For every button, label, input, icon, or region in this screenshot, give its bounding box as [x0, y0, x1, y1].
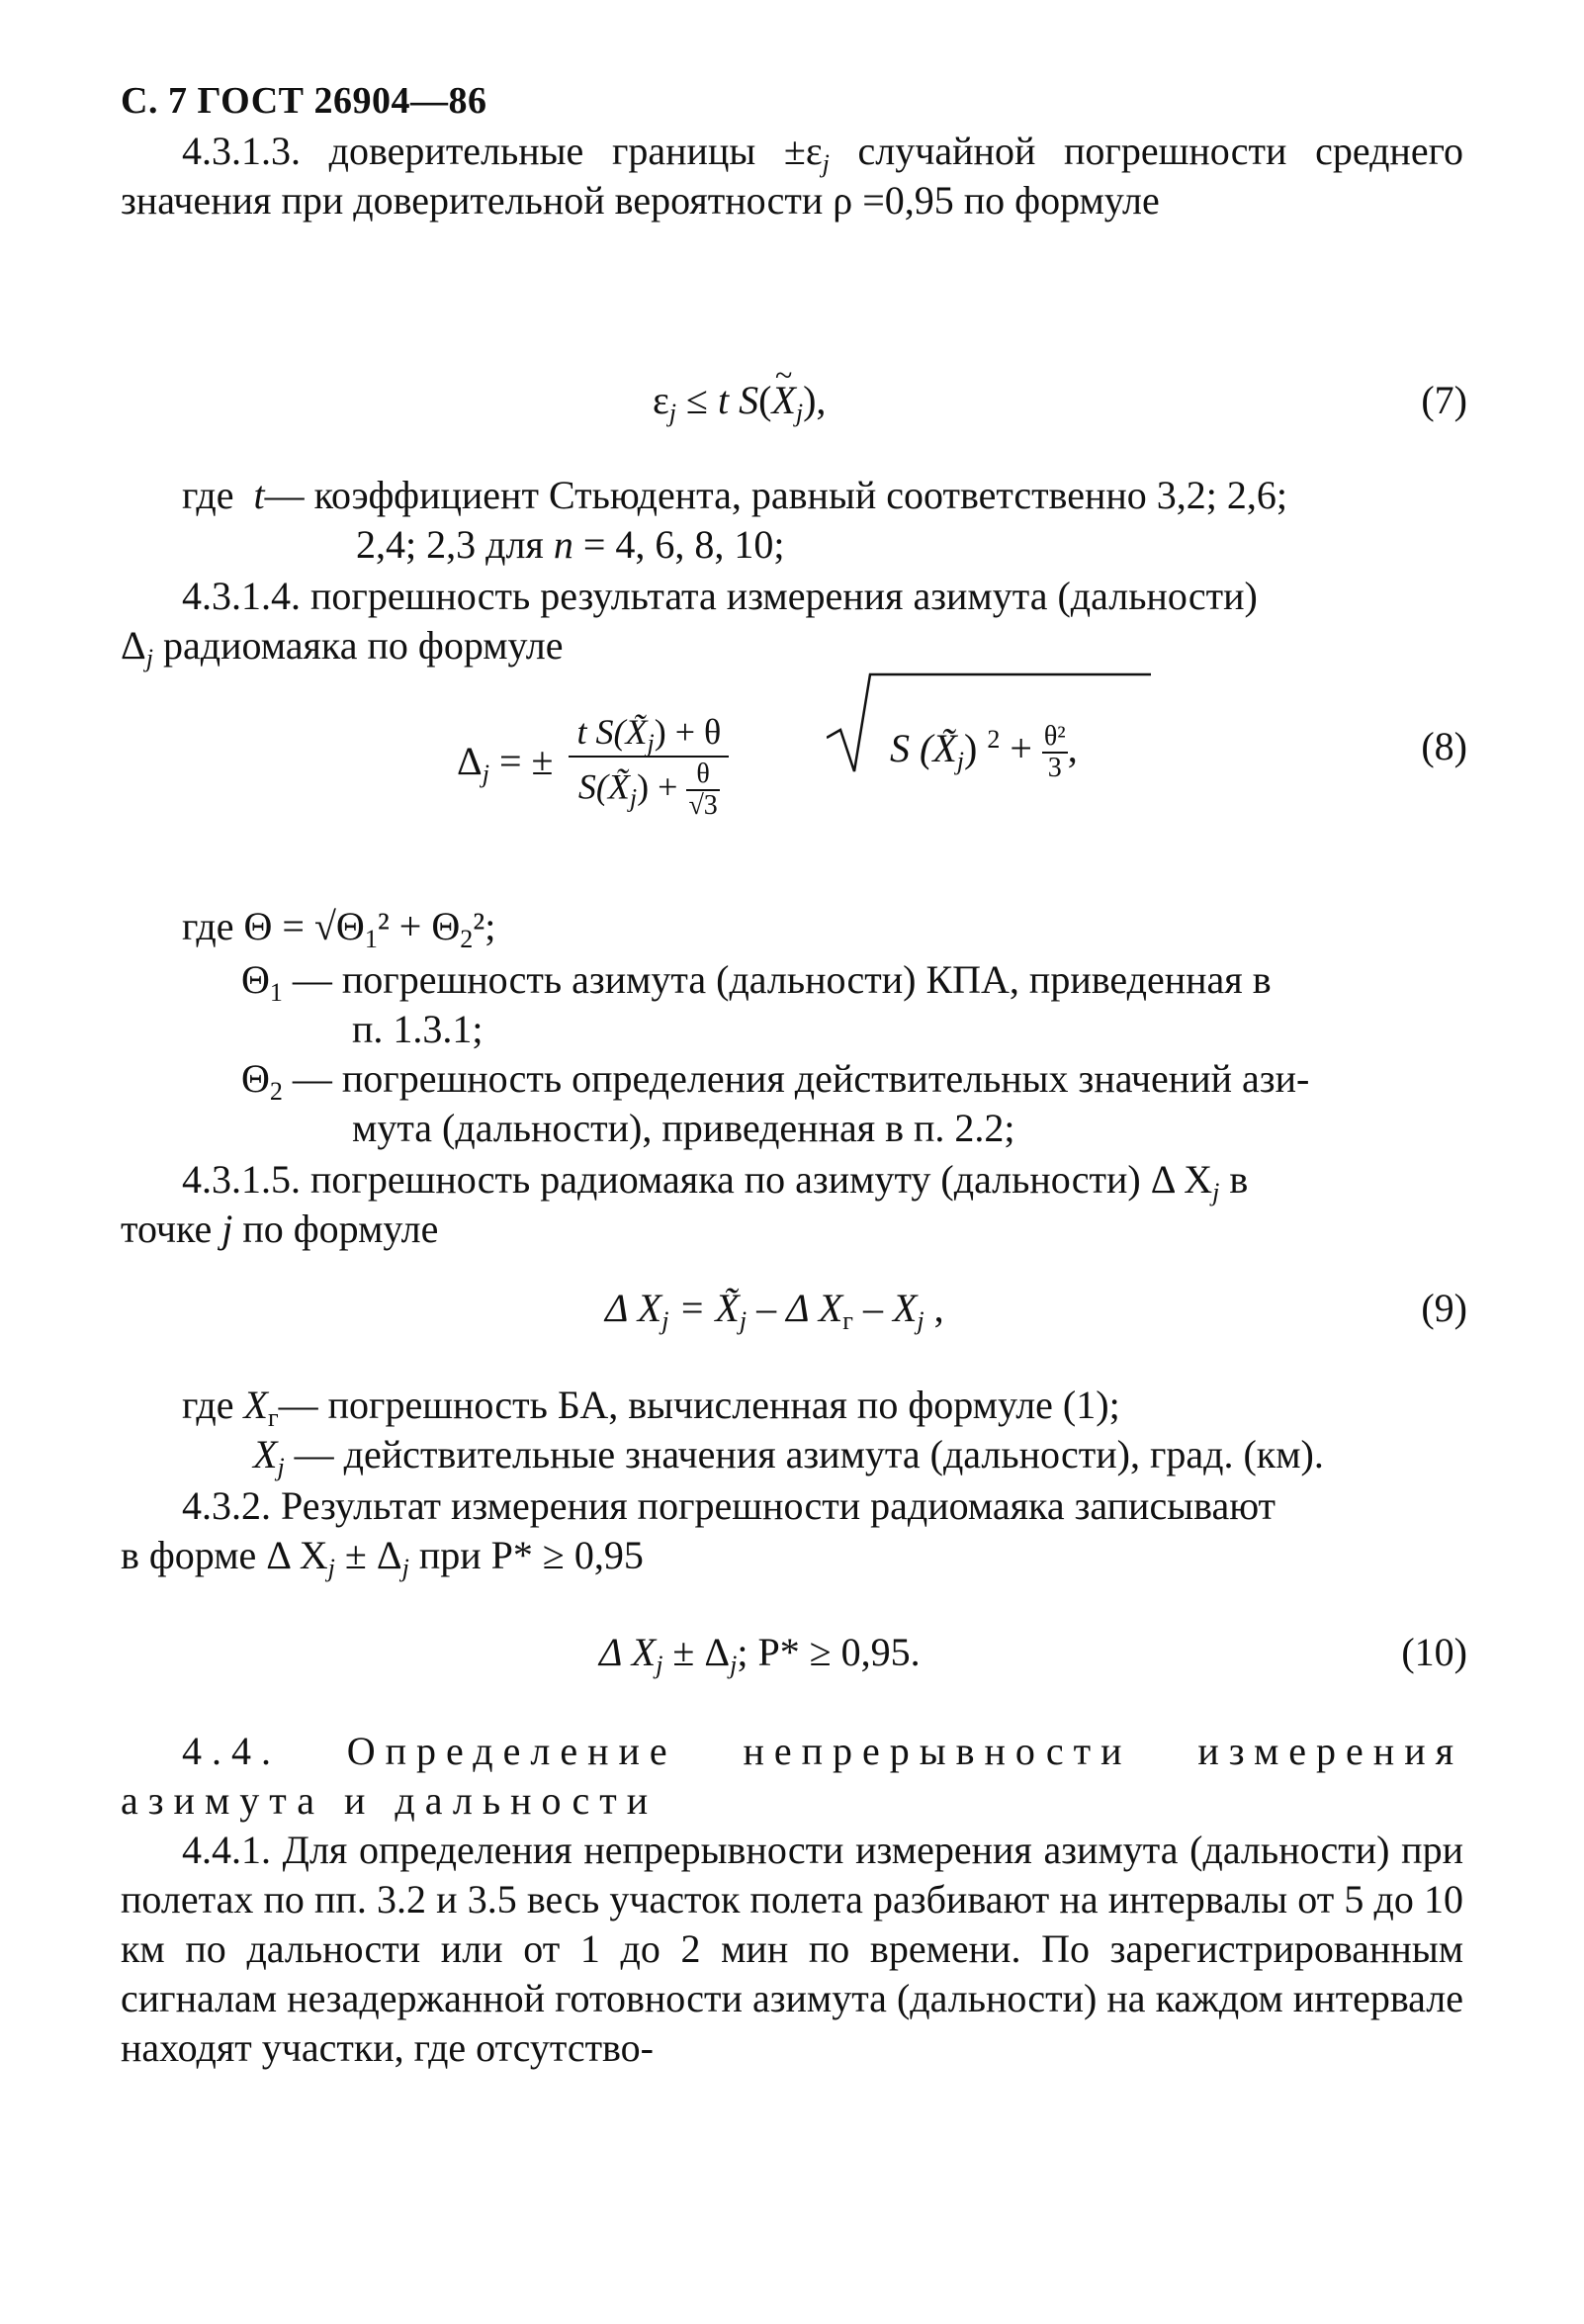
- theta1-sub: 1: [269, 978, 283, 1007]
- eq7-close: ),: [803, 378, 827, 422]
- point-j: j: [221, 1207, 233, 1251]
- eq8-den-sub: j: [629, 783, 638, 813]
- eq8-num-text: t S(X̃: [576, 712, 648, 752]
- symbol-xg-sub: г: [267, 1403, 279, 1432]
- eq8-lhs-sub: j: [482, 760, 489, 789]
- paragraph-4-3-1-5-line-1: [182, 1155, 1248, 1205]
- paragraph-4-3-1-3: [121, 127, 1463, 225]
- eq8-root-c: +: [1000, 726, 1042, 771]
- delta-symbol: Δ: [121, 623, 146, 668]
- page-header: С. 7 ГОСТ 26904—86: [121, 80, 487, 122]
- eq7-relation: ≤: [676, 378, 718, 422]
- symbol-xg: X: [243, 1383, 268, 1427]
- eq9-c: – Δ X: [747, 1286, 843, 1330]
- eq9-e: ,: [924, 1286, 944, 1330]
- paragraph-4-3-2-start: в форме Δ X: [121, 1533, 328, 1577]
- symbol-xj-sub: j: [277, 1453, 285, 1481]
- eq8-root-end: ,: [1067, 726, 1078, 771]
- eq7-lhs: ε: [653, 378, 669, 422]
- point-end: по формуле: [232, 1207, 439, 1251]
- eq7-s: S: [729, 378, 759, 422]
- eq8-root-frac-num: θ²: [1043, 721, 1066, 752]
- eq9-b: = X̃: [668, 1286, 740, 1330]
- eq8-root-a: S (X̃: [890, 726, 957, 771]
- theta1-desc: — погрешность азимута (дальности) КПА, приведенная в: [282, 957, 1272, 1002]
- theta1-line-1: [241, 955, 1272, 1005]
- eq8-root-small-fraction: [1042, 722, 1068, 783]
- eq8-den-small-fraction: [686, 760, 719, 821]
- subscript-j: j: [822, 149, 830, 178]
- paragraph-4-3-1-3-rest: случайной погрешности среднего значения при доверительной вероятности ρ =0,95 по формуле: [121, 129, 1463, 223]
- point-text: точке: [121, 1207, 222, 1251]
- eq7-x-tilde: [771, 376, 795, 425]
- delta-sub: j: [145, 644, 153, 672]
- eq8-numerator: [569, 710, 729, 758]
- eq7-lhs-sub: j: [668, 399, 677, 427]
- paragraph-4-3-2-mid: ± Δ: [334, 1533, 402, 1577]
- eq8-root-b: ): [964, 726, 988, 771]
- eq7-t: t: [717, 378, 730, 422]
- theta2-line-2: мута (дальности), приведенная в п. 2.2;: [352, 1106, 1015, 1150]
- equation-8: [457, 710, 735, 821]
- theta2-line-1: [241, 1054, 1309, 1104]
- paragraph-4-3-2-line-2: [121, 1531, 644, 1580]
- eq7-x: X: [771, 378, 796, 422]
- eq8-den-end: ) +: [637, 766, 687, 807]
- paragraph-4-3-1-5-end: в: [1219, 1157, 1249, 1202]
- eq8-root-sup: 2: [987, 725, 1001, 755]
- eq8-num-sub: j: [647, 729, 655, 758]
- eq9-c-sub: г: [842, 1306, 853, 1335]
- equation-9-number: (9): [1421, 1286, 1467, 1330]
- eq10-b: ± Δ: [662, 1630, 731, 1674]
- paragraph-4-3-1-5-sub: j: [1212, 1178, 1220, 1207]
- eq8-denominator: [569, 758, 729, 821]
- eq8-lhs: Δ: [457, 739, 483, 784]
- eq9-a: Δ X: [605, 1286, 662, 1330]
- where-theta-text: где Θ = √Θ: [182, 904, 365, 948]
- theta1-symbol: Θ: [241, 957, 270, 1002]
- paragraph-4-3-2-line-1: 4.3.2. Результат измерения погрешности радиомаяка записывают: [182, 1483, 1276, 1528]
- eq8-num-end: ) + θ: [654, 712, 722, 752]
- eq7-x-sub: j: [795, 399, 804, 427]
- eq9-d-sub: j: [917, 1306, 924, 1335]
- eq8-radicand: [890, 722, 1078, 783]
- equation-10: [599, 1628, 921, 1677]
- where-t-line-2: [356, 520, 785, 570]
- where-t-desc: — коэффициент Стьюдента, равный соответственно 3,2; 2,6;: [264, 473, 1287, 517]
- paragraph-4-3-1-4-rest: радиомаяка по формуле: [152, 623, 564, 668]
- where-t-desc2b: = 4, 6, 8, 10;: [572, 522, 785, 567]
- theta1-line-2: п. 1.3.1;: [352, 1007, 484, 1051]
- where-t-desc2a: 2,4; 2,3 для: [356, 522, 554, 567]
- theta-sub-1: 1: [364, 925, 378, 953]
- theta-sub-2: 2: [460, 925, 474, 953]
- symbol-t: t: [253, 473, 265, 517]
- where-xj-desc: — действительные значения азимута (дальности), град. (км).: [284, 1432, 1324, 1476]
- paragraph-4-3-1-5-line-2: [121, 1205, 438, 1254]
- where-xg-intro: где: [182, 1383, 244, 1427]
- eq10-a-sub: j: [656, 1651, 663, 1679]
- equation-10-number: (10): [1401, 1630, 1467, 1674]
- eq10-c: ; P* ≥ 0,95.: [737, 1630, 921, 1674]
- eq8-main-fraction: [569, 710, 729, 821]
- eq8-den-frac-den: √3: [688, 790, 718, 821]
- eq8-den-frac-num: θ: [686, 760, 719, 791]
- theta2-sub: 2: [269, 1077, 283, 1106]
- symbol-n: n: [553, 522, 573, 567]
- paragraph-4-3-2-sub: j: [327, 1554, 335, 1582]
- paragraph-4-3-1-3-start: 4.3.1.3. доверительные границы ±ε: [182, 129, 823, 173]
- where-t-line-1: [182, 471, 1287, 520]
- equation-8-number: (8): [1421, 724, 1467, 768]
- eq8-den-text: S(X̃: [577, 766, 630, 807]
- equation-7: $\varepsilon_j \le t$ S(~ $X_j$),: [653, 376, 826, 425]
- eq8-root-a-sub: j: [956, 747, 964, 776]
- eq9-b-sub: j: [739, 1306, 748, 1335]
- eq9-a-sub: j: [661, 1306, 669, 1335]
- theta2-desc: — погрешность определения действительных значений ази-: [282, 1056, 1310, 1101]
- paragraph-4-3-1-5-start: 4.3.1.5. погрешность радиомаяка по азимуту (дальности) Δ X: [182, 1157, 1213, 1202]
- section-4-4-title: 4.4. Определение непрерывности измерения азимута и дальности: [121, 1729, 1463, 1823]
- where-xg-desc: — погрешность БА, вычисленная по формуле (1);: [278, 1383, 1120, 1427]
- paragraph-4-3-1-4-line-2: [121, 621, 563, 670]
- where-theta-end: ²;: [473, 904, 496, 948]
- eq8-pm: = ±: [488, 739, 564, 784]
- eq10-b-sub: j: [730, 1651, 738, 1679]
- where-xg-line: [182, 1381, 1120, 1430]
- symbol-xj: X: [253, 1432, 278, 1476]
- where-theta-mid: ² + Θ: [377, 904, 461, 948]
- where-intro: где: [182, 473, 234, 517]
- paragraph-4-3-2-sub2: j: [401, 1554, 409, 1582]
- equation-9: [605, 1284, 944, 1333]
- paragraph-4-3-2-end: при P* ≥ 0,95: [408, 1533, 644, 1577]
- where-theta-line: [182, 902, 495, 951]
- where-xj-line: [253, 1430, 1324, 1479]
- theta2-symbol: Θ: [241, 1056, 270, 1101]
- paragraph-4-3-1-4-line-1: 4.3.1.4. погрешность результата измерения азимута (дальности): [182, 574, 1258, 618]
- eq9-d: – X: [852, 1286, 918, 1330]
- eq8-root-frac-den: 3: [1047, 753, 1062, 783]
- paragraph-4-4-1: 4.4.1. Для определения непрерывности измерения азимута (дальности) при полетах по пп. 3.2 и 3.5 весь участок полета разбивают на интервалы от 5 до 10 км по дальности или от 1 до 2 мин по времени. По зарегистрированным сигналам незадержанной готовности азимута (дальности) на каждом интервале находят участки, где отсутство-: [121, 1828, 1463, 2070]
- eq10-a: Δ X: [599, 1630, 657, 1674]
- equation-7-number: (7): [1421, 378, 1467, 422]
